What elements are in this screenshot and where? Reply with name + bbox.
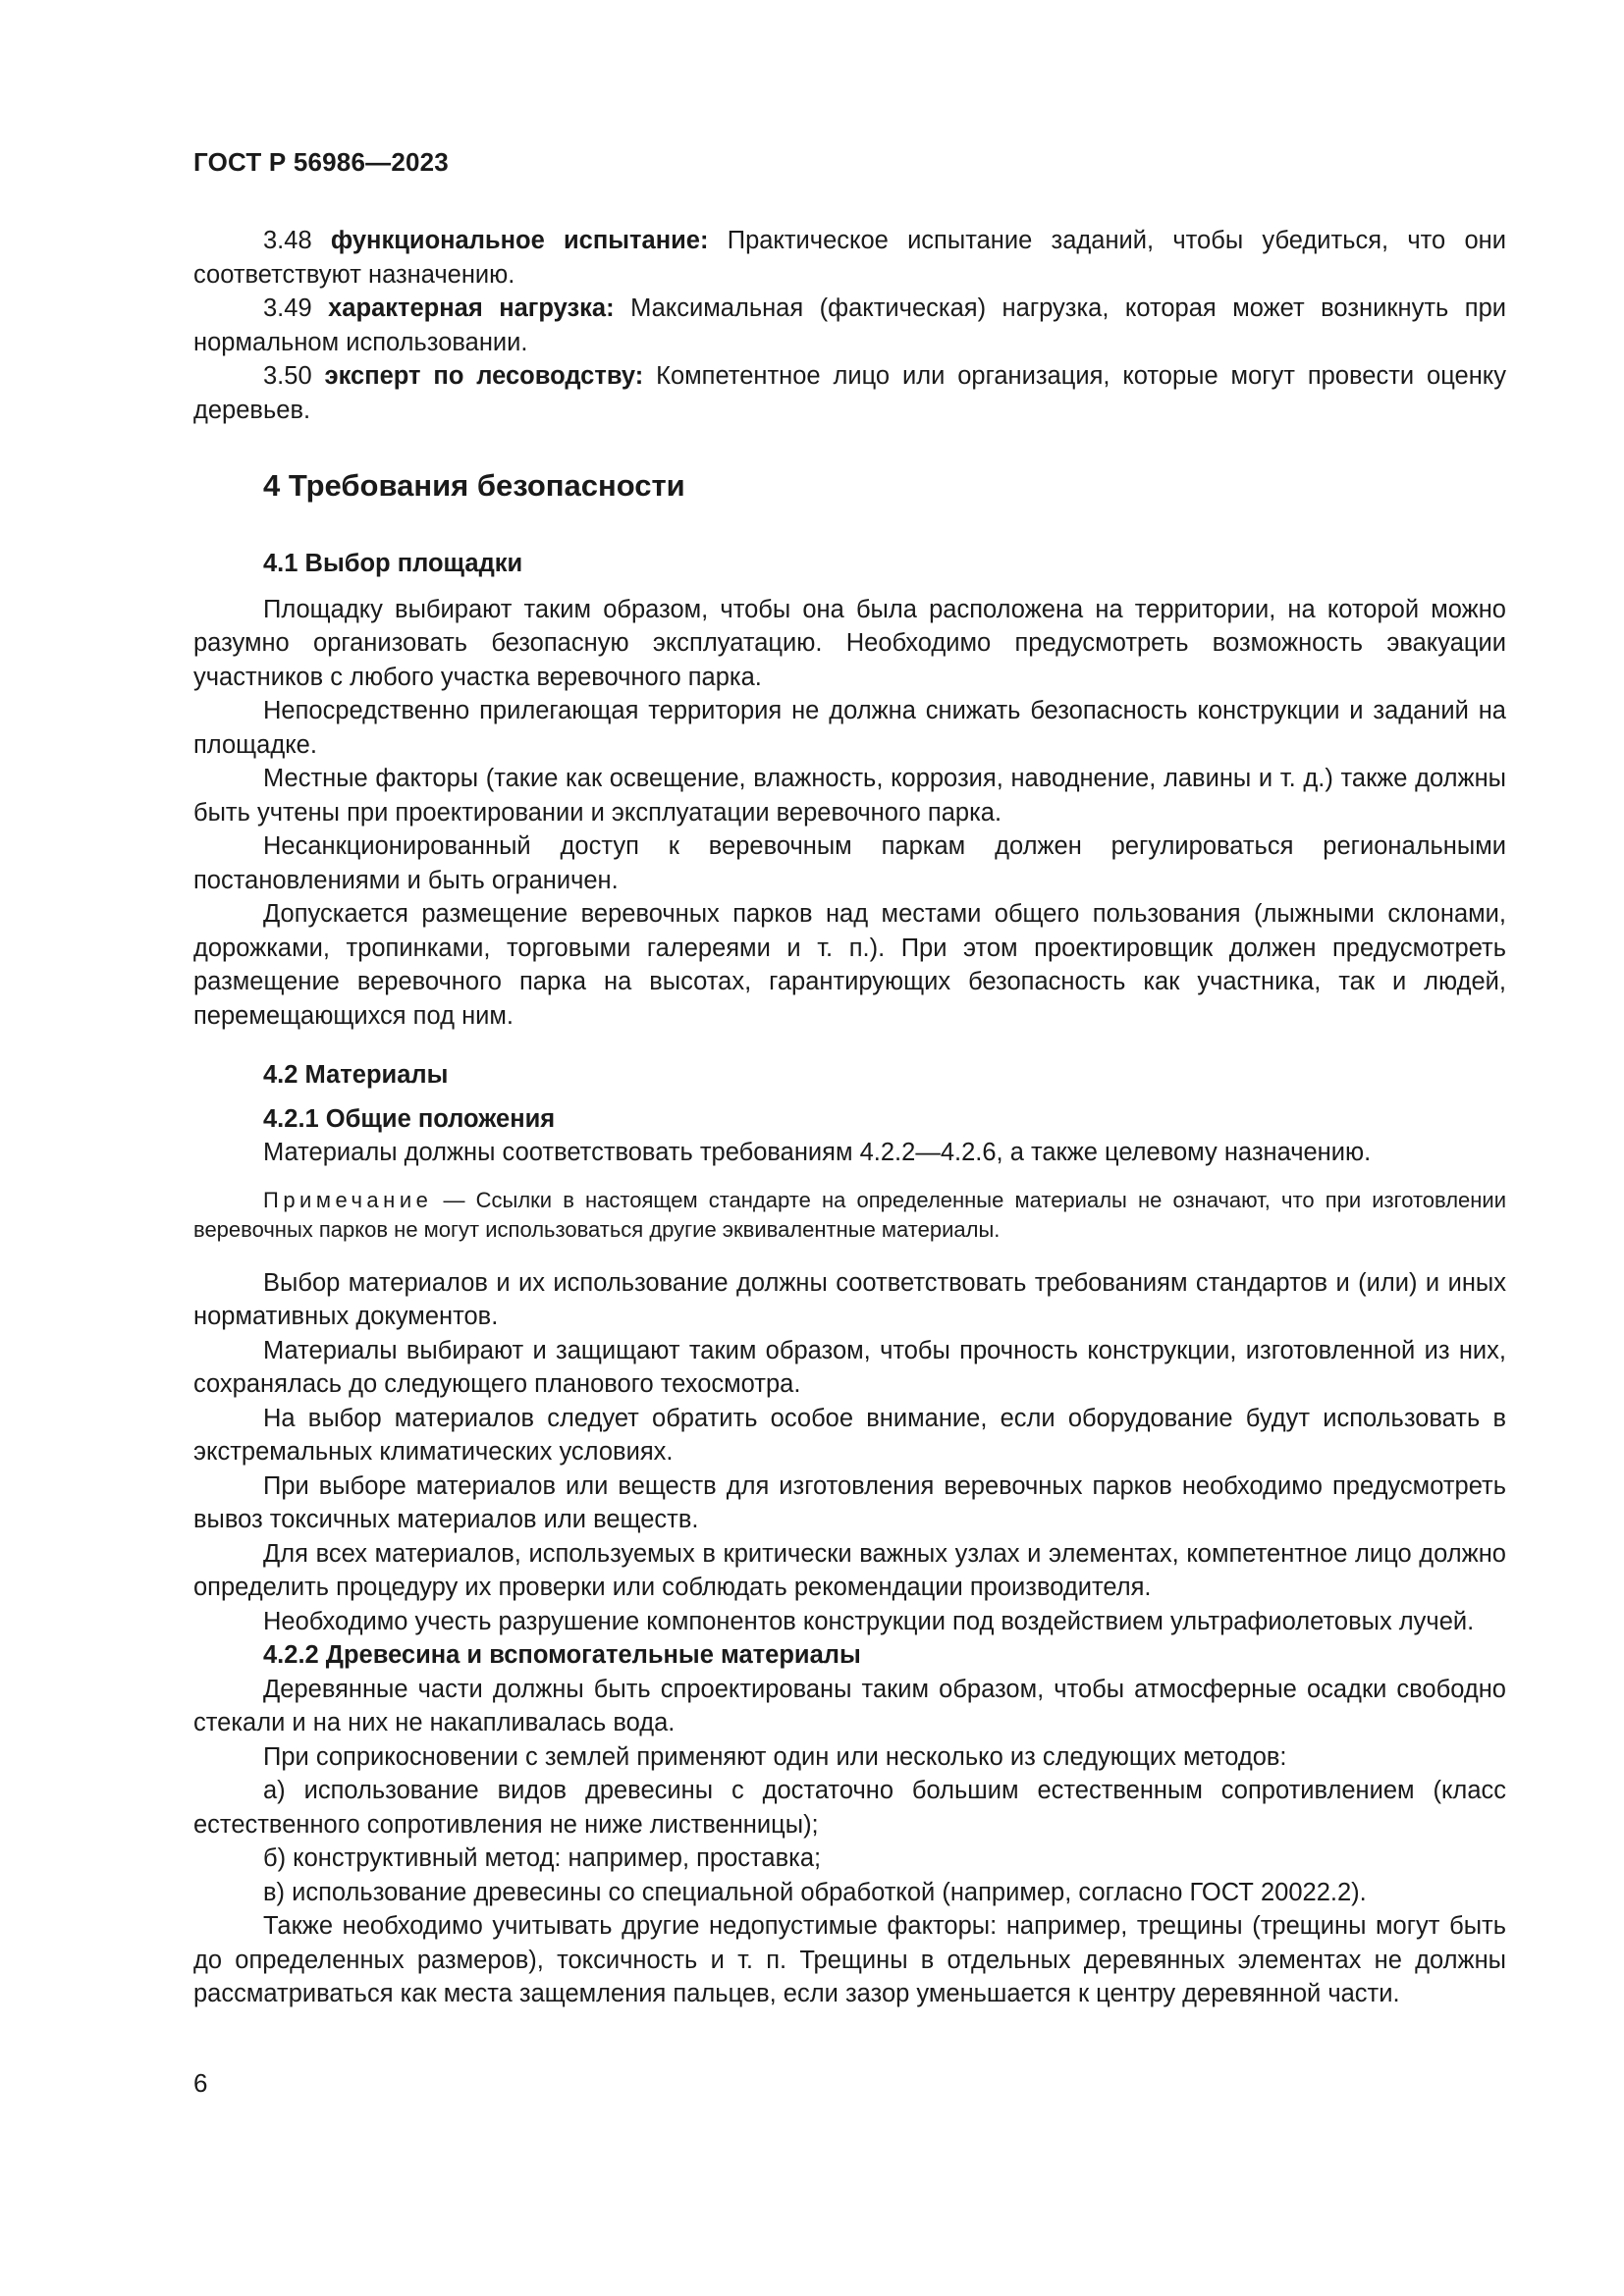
paragraph: Материалы должны соответствовать требованиям 4.2.2—4.2.6, а также целевому назначению. — [263, 1139, 1372, 1166]
section-4-2-2-title: 4.2.2 Древесина и вспомогательные материалы — [263, 1641, 861, 1669]
def-term: характерная нагрузка: — [328, 294, 615, 322]
definition-3-48 — [193, 224, 1506, 292]
paragraph: При соприкосновении с землей применяют один или несколько из следующих методов: — [263, 1742, 1287, 1771]
note-label: Примечание — [263, 1187, 433, 1212]
paragraph: Выбор материалов и их использование должны соответствовать требованиям стандартов и (или) и иных нормативных документов. — [193, 1268, 1506, 1330]
paragraph: Несанкционированный доступ к веревочным паркам должен регулироваться региональными постановлениями и быть ограничен. — [193, 832, 1506, 894]
paragraph: Непосредственно прилегающая территория не должна снижать безопасность конструкции и заданий на площадке. — [193, 697, 1506, 759]
paragraph: Для всех материалов, используемых в критически важных узлах и элементах, компетентное лицо должно определить процедуру их проверки или соблюдать рекомендации производителя. — [193, 1539, 1506, 1601]
paragraph: Допускается размещение веревочных парков над местами общего пользования (лыжными склонами, дорожками, тропинками, торговыми галереями и т. п.). При этом проектировщик должен предусмотреть размещение веревочного парка на высотах, гарантирующих безопасность как участника, так и людей, перемещающихся под ним. — [193, 900, 1506, 1030]
def-text: Компетентное лицо или организация, которые могут провести оценку деревьев. — [193, 362, 1506, 424]
page-number: 6 — [193, 2068, 208, 2098]
paragraph: Необходимо учесть разрушение компонентов конструкции под воздействием ультрафиолетовых лучей. — [263, 1607, 1475, 1635]
def-text: Практическое испытание заданий, чтобы убедиться, что они соответствуют назначению. — [193, 227, 1506, 289]
paragraph: Площадку выбирают таким образом, чтобы она была расположена на территории, на которой можно разумно организовать безопасную эксплуатацию. Необходимо предусмотреть возможность эвакуации участников с любого участка веревочного парка. — [193, 595, 1506, 691]
paragraph: Материалы выбирают и защищают таким образом, чтобы прочность конструкции, изготовленной из них, сохранялась до следующего планового техосмотра. — [193, 1336, 1506, 1398]
document-header: ГОСТ Р 56986—2023 — [193, 147, 449, 177]
paragraph: Деревянные части должны быть спроектированы таким образом, чтобы атмосферные осадки свободно стекали и на них не накапливалась вода. — [193, 1675, 1506, 1736]
definition-3-49 — [193, 292, 1506, 359]
list-item: в) использование древесины со специальной обработкой (например, согласно ГОСТ 20022.2). — [263, 1878, 1367, 1906]
section-4-1-title: 4.1 Выбор площадки — [263, 550, 523, 577]
def-number: 3.48 — [263, 227, 312, 254]
section-4-2-1-title: 4.2.1 Общие положения — [263, 1104, 556, 1133]
list-item: б) конструктивный метод: например, проставка; — [263, 1844, 822, 1872]
note-text: — Ссылки в настоящем стандарте на определенные материалы не означают, что при изготовлении веревочных парков не могут использоваться другие эквивалентные материалы. — [193, 1187, 1506, 1242]
section-4-title: 4 Требования безопасности — [263, 468, 685, 503]
def-number: 3.50 — [263, 362, 312, 390]
def-number: 3.49 — [263, 294, 312, 322]
paragraph: При выборе материалов или веществ для изготовления веревочных парков необходимо предусмотреть вывоз токсичных материалов или веществ. — [193, 1471, 1506, 1533]
def-text: Максимальная (фактическая) нагрузка, которая может возникнуть при нормальном использовании. — [193, 294, 1506, 356]
list-item: а) использование видов древесины с достаточно большим естественным сопротивлением (класс естественного сопротивления не ниже лиственницы); — [193, 1777, 1506, 1839]
paragraph: Также необходимо учитывать другие недопустимые факторы: например, трещины (трещины могут быть до определенных размеров), токсичность и т. п. Трещины в отдельных деревянных элементах не должны рассматриваться как места защемления пальцев, если зазор уменьшается к центру деревянной части. — [193, 1912, 1506, 2007]
definition-3-50 — [193, 359, 1506, 427]
section-4-2-title: 4.2 Материалы — [263, 1061, 449, 1089]
note — [193, 1186, 1506, 1245]
paragraph: На выбор материалов следует обратить особое внимание, если оборудование будут использовать в экстремальных климатических условиях. — [193, 1404, 1506, 1466]
page-content — [193, 224, 1506, 2011]
paragraph: Местные факторы (такие как освещение, влажность, коррозия, наводнение, лавины и т. д.) также должны быть учтены при проектировании и эксплуатации веревочного парка. — [193, 765, 1506, 827]
def-term: функциональное испытание: — [330, 227, 709, 254]
def-term: эксперт по лесоводству: — [324, 362, 644, 390]
